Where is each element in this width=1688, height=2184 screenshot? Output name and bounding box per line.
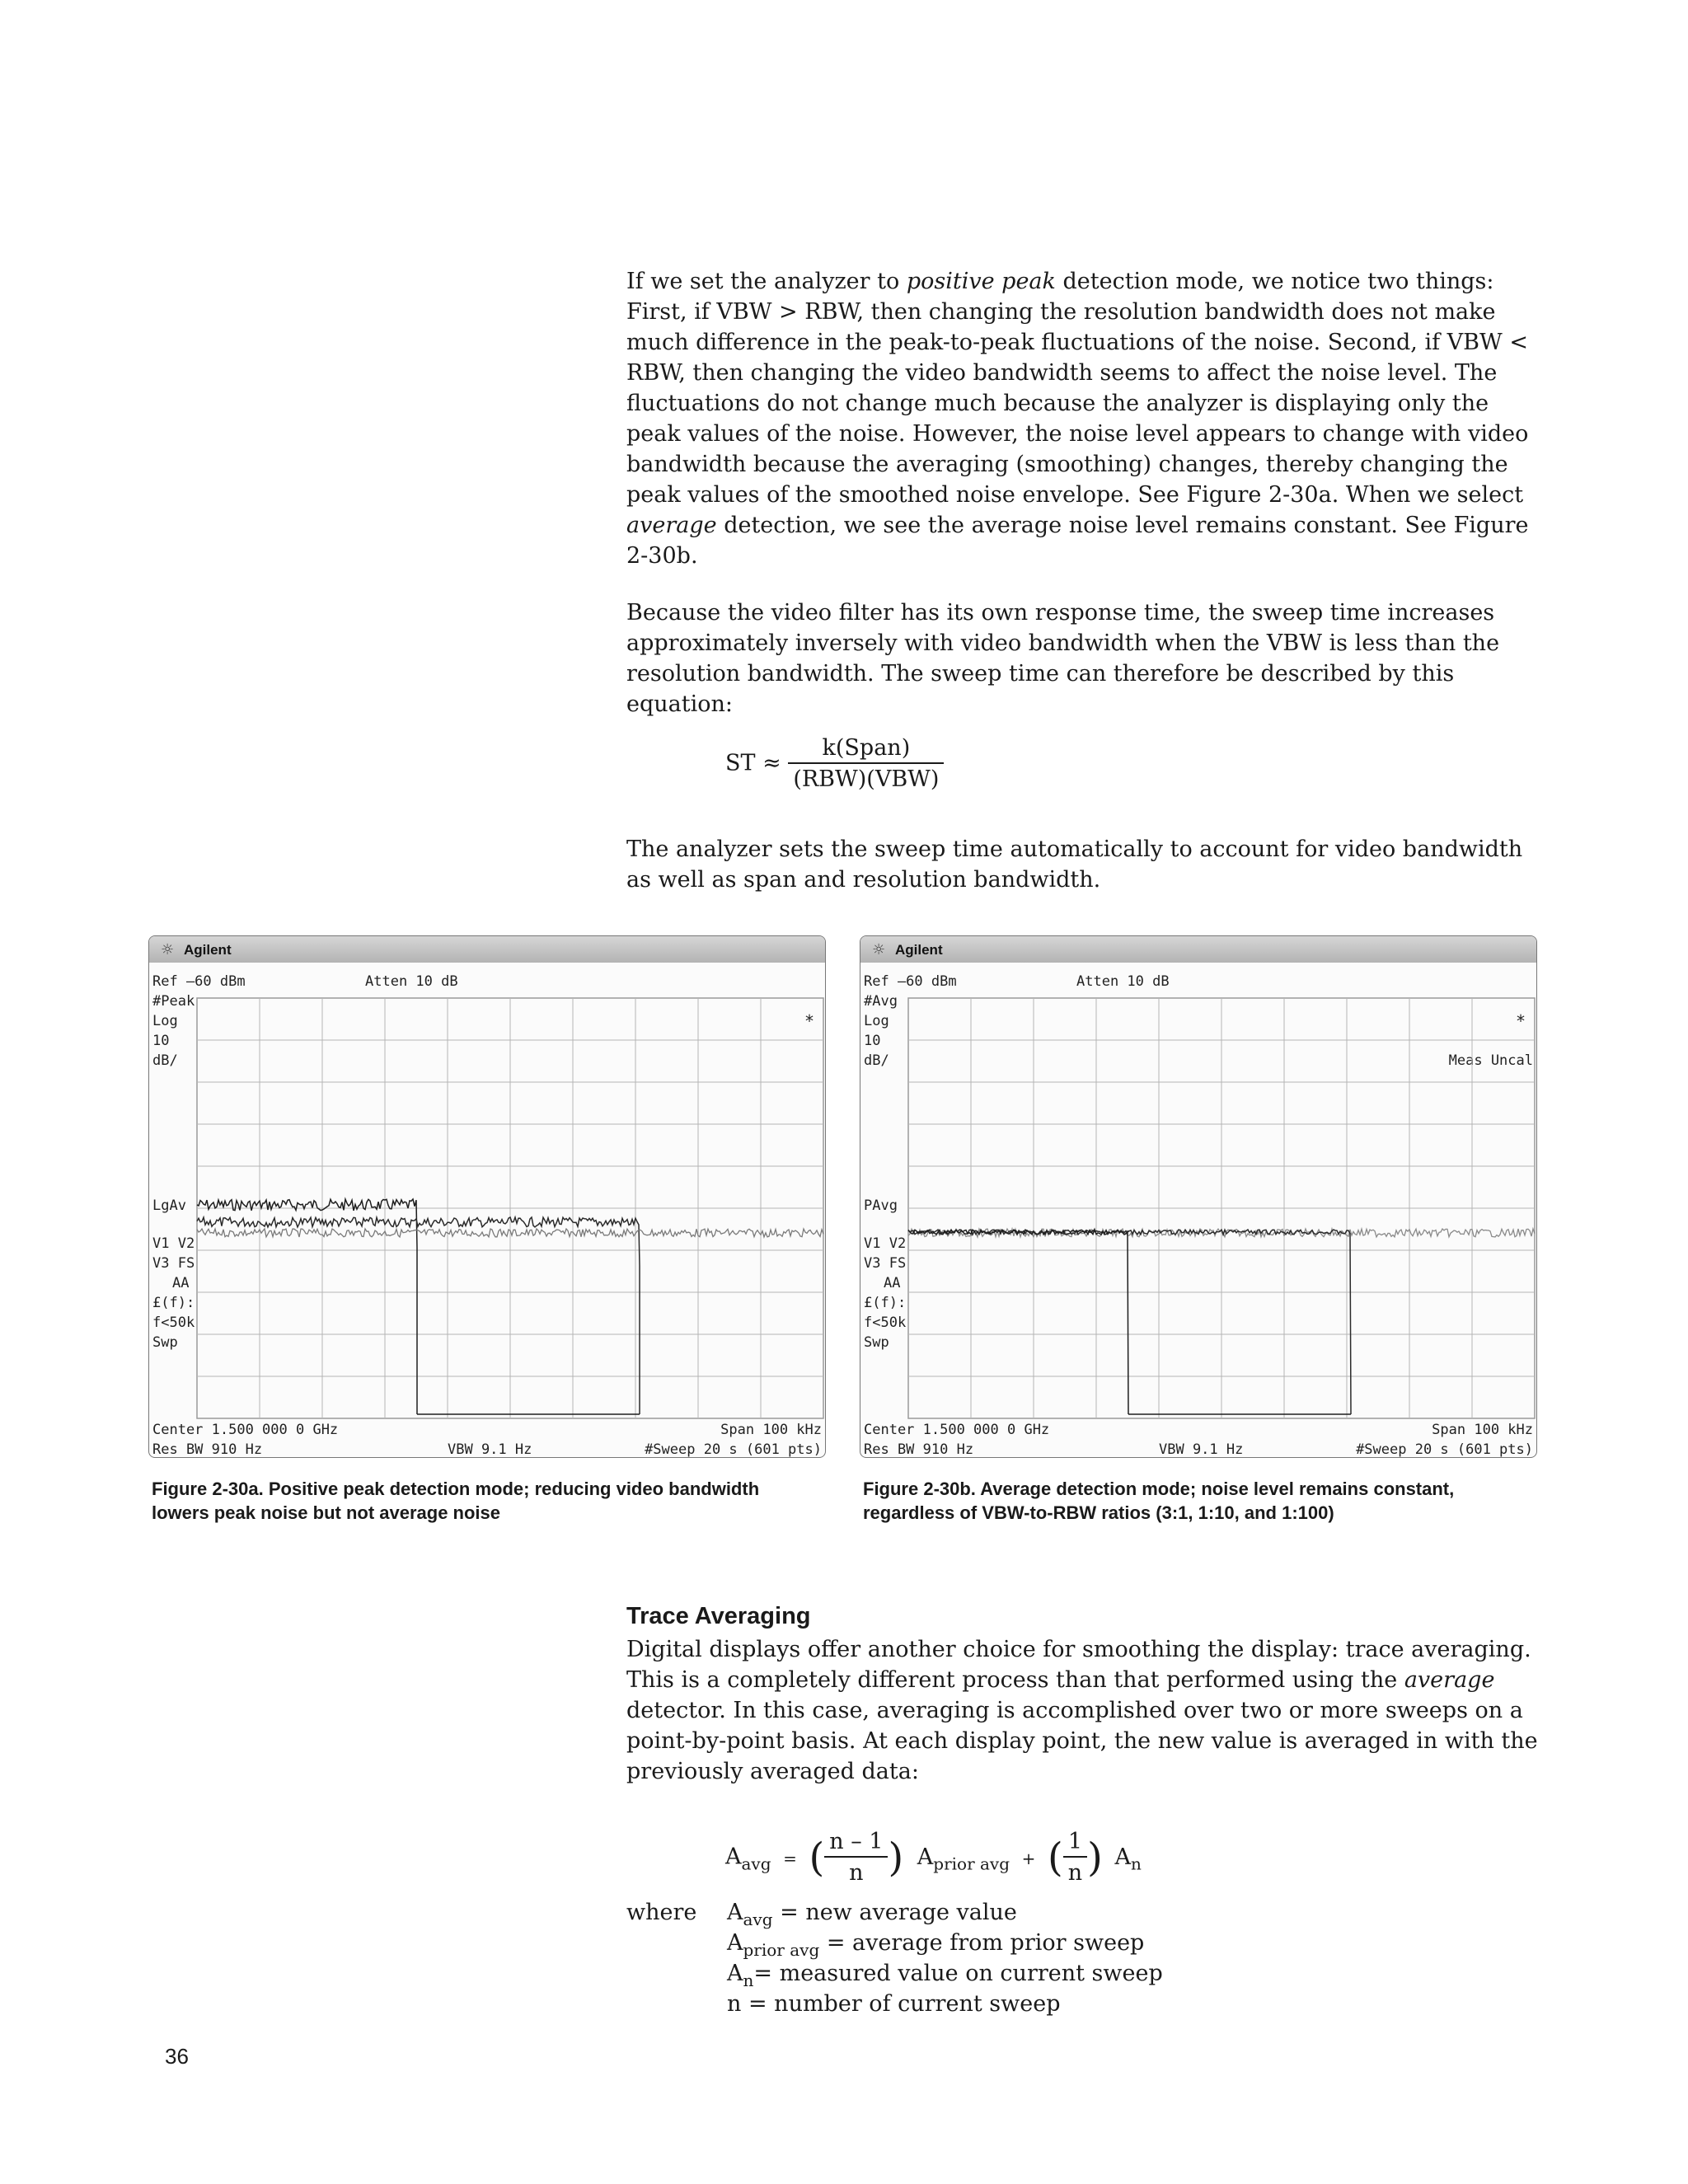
analyzer-display-a [149,936,825,1457]
attenuation: Atten 10 dB [365,973,458,990]
trace-label: PAvg [864,1197,898,1214]
definition-prior-avg: $A_{prior avg}$ = average from prior sweep [727,1930,1145,1960]
resolution-bandwidth: Res BW 910 Hz [864,1441,974,1457]
figure-caption-b: Figure 2-30b. Average detection mode; noise level remains constant, regardless of VBW-to-RBW ratios (3:1, 1:10, and 1:100) [863,1479,1455,1523]
definition-n: n = number of current sweep [727,1991,1061,2017]
definition-avg: $A_{avg}$ = new average value [727,1900,1017,1929]
sweep-time-equation [725,736,944,792]
ref-level: Ref –60 dBm [864,973,957,990]
analyzer-display-b [860,936,1536,1457]
center-frequency: Center 1.500 000 0 GHz [864,1422,1050,1438]
figure-caption-a: Figure 2-30a. Positive peak detection mode; reducing video bandwidth lowers peak noise but not average noise [152,1479,760,1523]
analyzer-screen-b [860,935,1537,1458]
page-number: 36 [165,2044,189,2069]
emphasis-positive-peak: positive peak [906,269,1056,294]
fraction-1-over-n: $\frac{1}{n}$ [1063,1830,1087,1886]
log-label: Log [152,1013,178,1029]
span: Span 100 kHz [1432,1422,1533,1438]
side-annotation-5: f<50k [152,1315,195,1331]
marker-star: * [1516,1011,1526,1031]
emphasis-average: average [1404,1667,1495,1693]
equation-lhs: ST ≈ [725,750,781,776]
sweep-time: #Sweep 20 s (601 pts) [1356,1441,1533,1457]
marker-star: * [804,1011,815,1031]
definition-an: $A_n=$ measured value on current sweep [727,1961,1163,1990]
equation-fraction [788,736,944,792]
video-bandwidth: VBW 9.1 Hz [448,1441,532,1457]
sweep-time: #Sweep 20 s (601 pts) [645,1441,822,1457]
side-annotation-3: AA [172,1275,190,1291]
ref-level: Ref –60 dBm [152,973,246,990]
avg-trace-vbw-high [908,1230,1128,1414]
title-bar [860,936,1536,963]
brand-label: Agilent [184,942,232,958]
equation-numerator: k(Span) [788,736,944,764]
trace-label: LgAv [152,1197,186,1214]
scale-value: 10 [864,1033,881,1049]
equation-denominator: (RBW)(VBW) [793,766,940,792]
paragraph-trace-averaging: Digital displays offer another choice for smoothing the display: trace averaging. This is a completely different process than that performed using the average detector. In this case, averaging is accomplished over two or more sweeps on a point-by-point basis. At each display point, the new value is averaged in with the previously averaged data: [626,1637,1538,1784]
side-annotation-2: V3 FS [864,1255,907,1272]
graticule [197,998,823,1418]
title-bar [149,936,825,963]
resolution-bandwidth: Res BW 910 Hz [152,1441,263,1457]
sun-icon: ☼ [872,941,886,958]
side-annotation-5: f<50k [864,1315,907,1331]
center-frequency: Center 1.500 000 0 GHz [152,1422,339,1438]
side-annotation-2: V3 FS [152,1255,195,1272]
side-annotation-3: AA [884,1275,901,1291]
where-label: where [626,1900,697,1925]
side-annotation-4: £(f): [152,1295,195,1311]
graticule [908,998,1535,1418]
detector-mode: #Peak [152,993,195,1010]
section-heading: Trace Averaging [626,1603,811,1629]
scale-unit: dB/ [152,1052,178,1069]
emphasis-average: average [626,513,717,538]
meas-uncal-note: Meas Uncal [1448,1052,1533,1069]
paragraph-peak-detection: If we set the analyzer to positive peak detection mode, we notice two things: First, if VBW > RBW, then changing the resolution bandwidth does not make much difference in the peak-to-peak fluctuations of the noise. Second, if VBW < RBW, then changing the video bandwidth seems to affect the noise level. The fluctuations do not change much because the analyzer is displaying only the peak values of the noise. However, the noise level appears to change with video bandwidth because the averaging (smoothing) changes, thereby changing the peak values of the smoothed noise envelope. See Figure 2-30a. When we select average detection, we see the average noise level remains constant. See Figure 2-30b. [626,269,1529,569]
attenuation: Atten 10 dB [1076,973,1170,990]
trace-average-equation: $A_{avg}$ = ( $\frac{n - 1}{n}$ ) $A_{prior avg}$ + ( $\frac{1}{n}$ ) $A_n$ [725,1829,1142,1886]
side-annotation-1: V1 V2 [152,1235,195,1252]
fraction-n-minus-1-over-n: $\frac{n - 1}{n}$ [824,1830,888,1886]
span: Span 100 kHz [720,1422,822,1438]
paragraph-auto-sweep: The analyzer sets the sweep time automatically to account for video bandwidth as well as span and resolution bandwidth. [626,837,1523,893]
log-label: Log [864,1013,889,1029]
scale-unit: dB/ [864,1052,889,1069]
variable-definitions [727,1897,1163,2019]
scale-value: 10 [152,1033,170,1049]
analyzer-screen-a [148,935,826,1458]
video-bandwidth: VBW 9.1 Hz [1159,1441,1244,1457]
side-annotation-1: V1 V2 [864,1235,907,1252]
brand-label: Agilent [895,942,943,958]
sun-icon: ☼ [161,941,175,958]
side-annotation-6: Swp [152,1334,178,1351]
detector-mode: #Avg [864,993,898,1010]
paragraph-sweep-time: Because the video filter has its own response time, the sweep time increases approximately inversely with video bandwidth when the VBW is less than the resolution bandwidth. The sweep time can therefore be described by this equation: [626,600,1500,717]
side-annotation-6: Swp [864,1334,889,1351]
side-annotation-4: £(f): [864,1295,907,1311]
